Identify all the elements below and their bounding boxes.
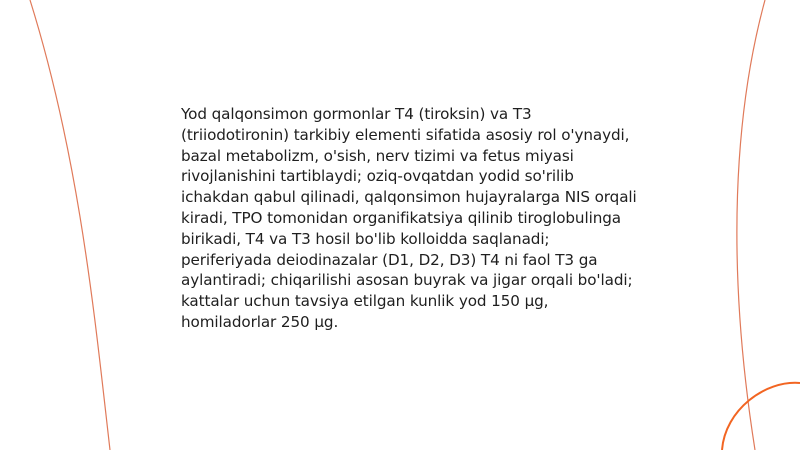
slide-body-text: Yod qalqonsimon gormonlar T4 (tiroksin) va T3 (triiodotironin) tarkibiy elementi sifatida asosiy rol o'ynaydi, bazal metabolizm, o'sish, nerv tizimi va fetus miyasi rivojlanishini tartiblaydi; oziq-ovqatdan yodid so'rilib ichakdan qabul qilinadi, qalqonsimon hujayralarga NIS orqali kiradi, TPO tomonidan organifikatsiya qilinib tiroglobulinga birikadi, T4 va T3 hosil bo'lib kolloidda saqlanadi; periferiyada deiodinazalar (D1, D2, D3) T4 ni faol T3 ga aylantiradi; chiqarilishi asosan buyrak va jigar orqali bo'ladi; kattalar uchun tavsiya etilgan kunlik yod 150 µg, homiladorlar 250 µg. [181, 105, 637, 331]
right-arc [737, 0, 765, 450]
orange-circle-arc [722, 383, 800, 450]
left-arc [30, 0, 110, 450]
